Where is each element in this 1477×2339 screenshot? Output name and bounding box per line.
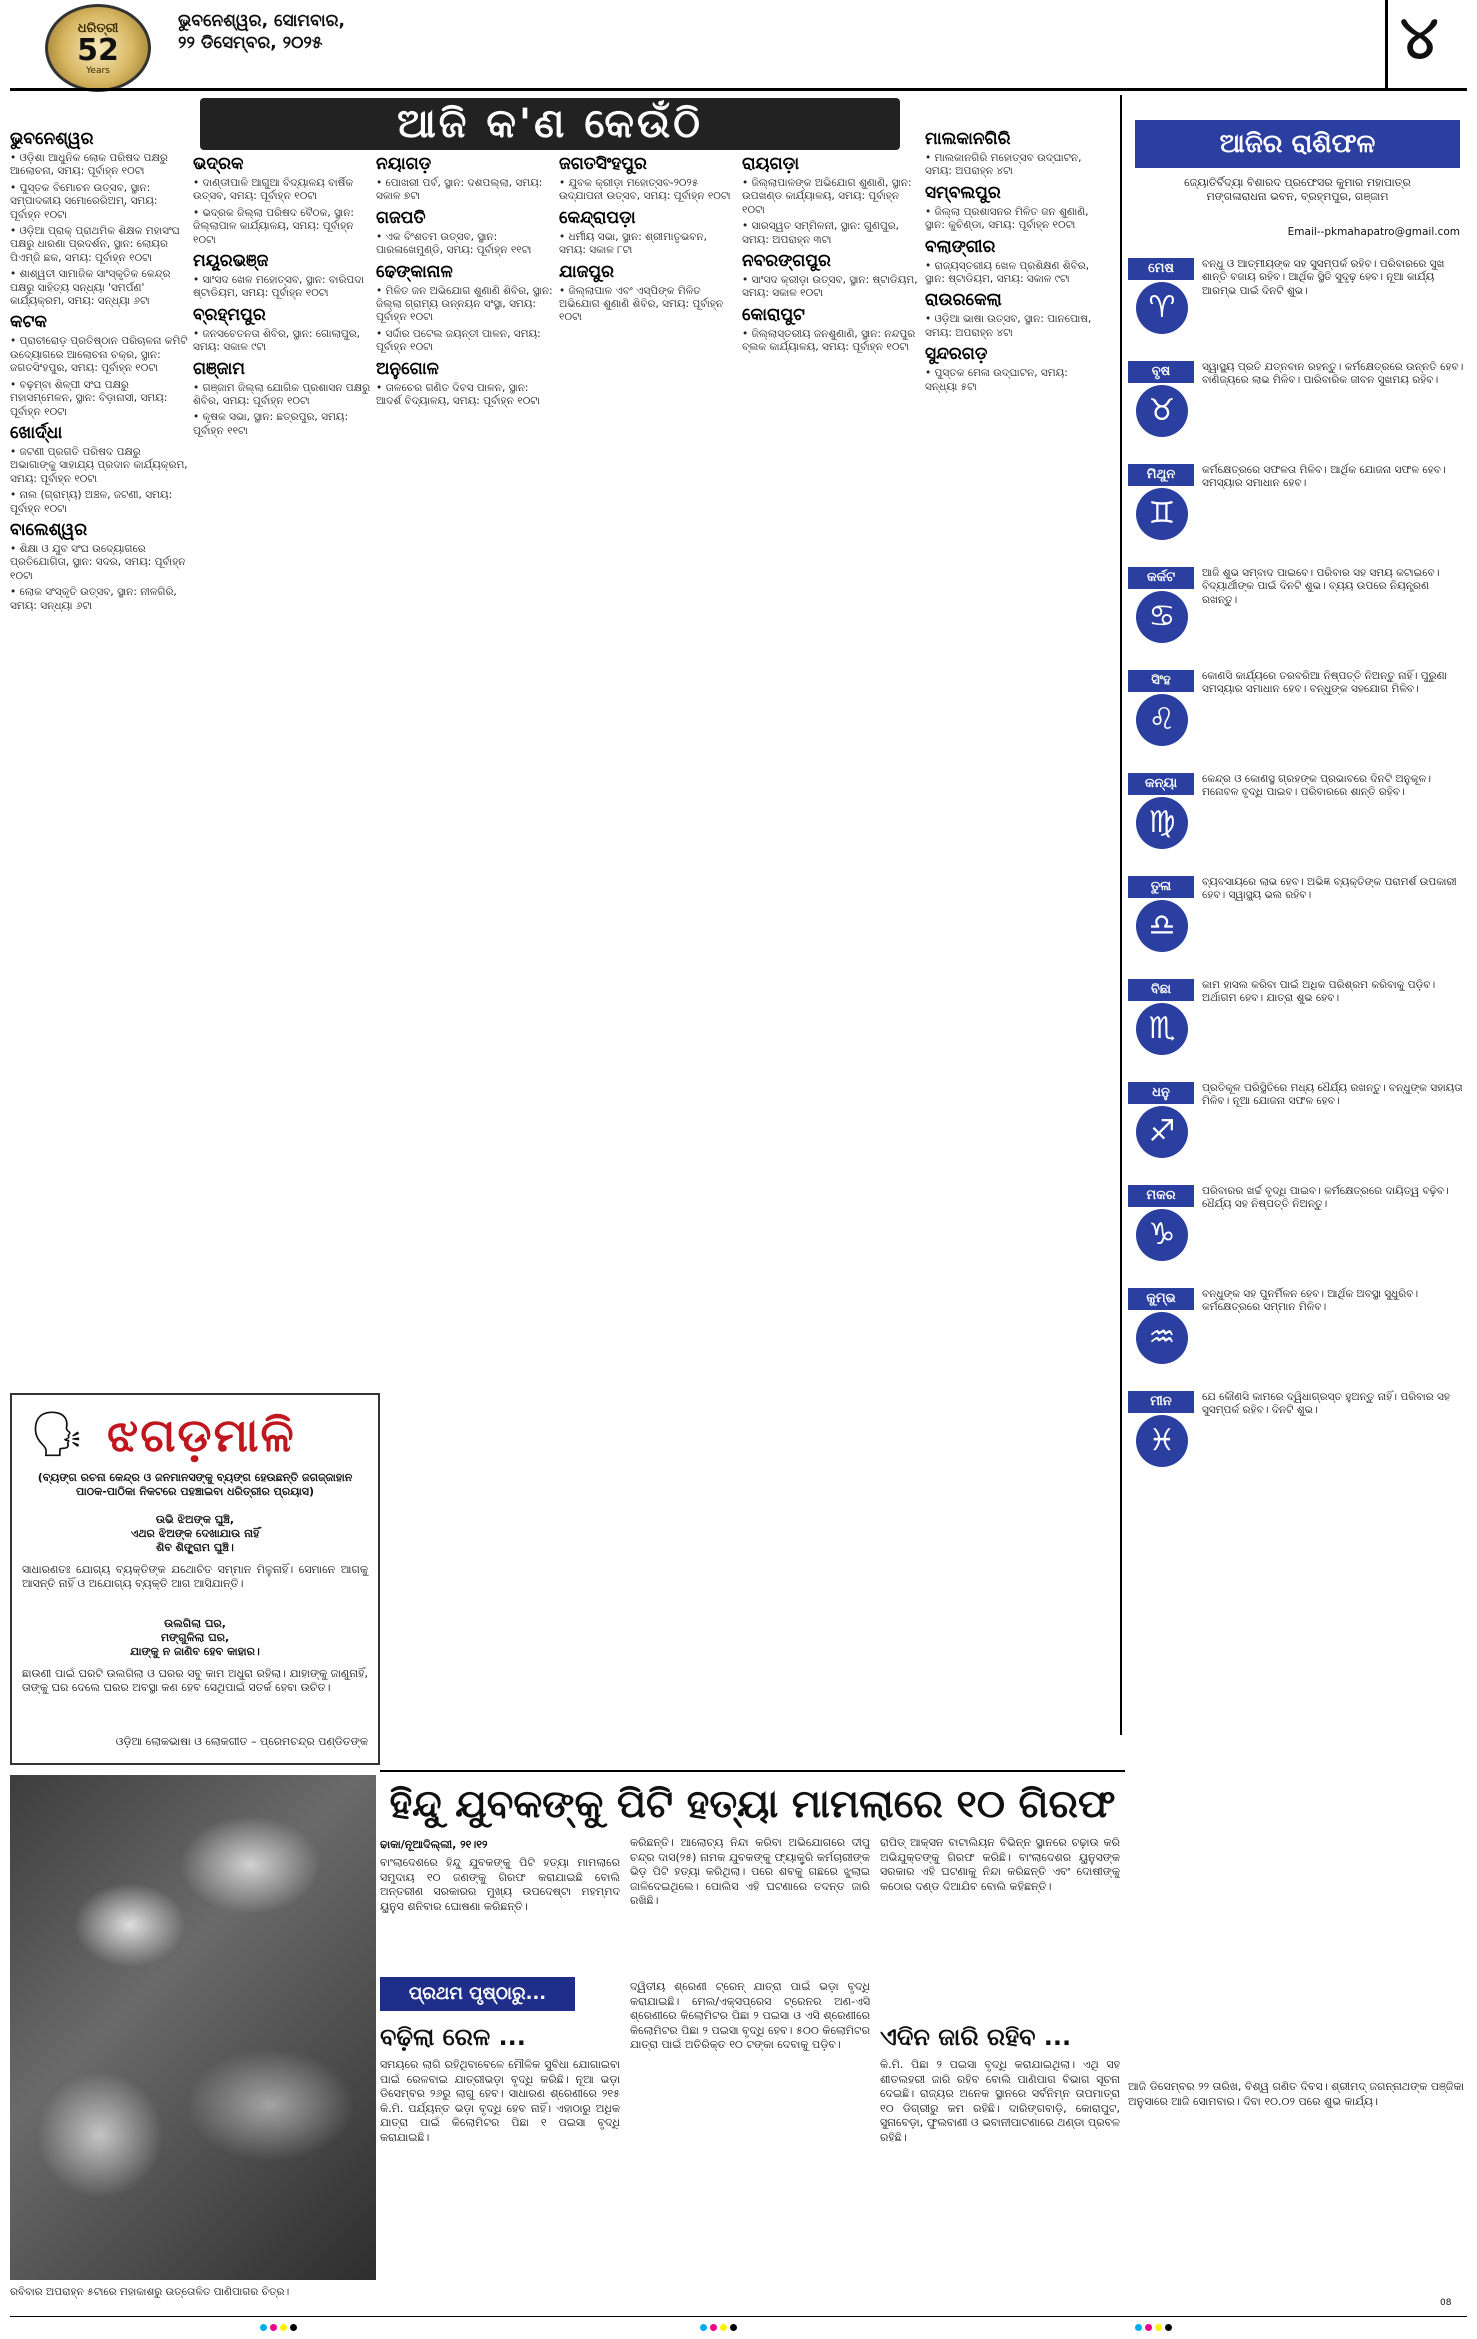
event-list xyxy=(10,152,188,308)
event-list xyxy=(376,285,554,355)
registration-mark-icon xyxy=(730,2324,737,2331)
event-item: • ଭଦ୍ରକ ଜିଲ୍ଲା ପରିଷଦ ବୈଠକ, ସ୍ଥାନ: ଜିଲ୍ଲାପାଳ କାର୍ଯ୍ୟାଳୟ, ସମୟ: ପୂର୍ବାହ୍ନ ୧୦ଟା xyxy=(193,207,371,247)
page-number: ୪ xyxy=(1400,3,1439,73)
event-list xyxy=(742,274,920,301)
event-list xyxy=(193,177,371,247)
zodiac-sign-name: ମୀନ xyxy=(1128,1391,1194,1413)
event-list xyxy=(10,543,188,613)
zodiac-symbol-icon: ♊ xyxy=(1136,488,1188,540)
district-heading: ବ୍ରହ୍ମପୁର xyxy=(193,304,266,325)
logo-number: 52 xyxy=(77,32,119,68)
event-list xyxy=(742,177,920,247)
event-item: • ଜନସଚେତନତା ଶିବିର, ସ୍ଥାନ: ଗୋଲାପୁର, ସମୟ: ସକାଳ ୯ଟା xyxy=(193,328,371,355)
registration-mark-icon xyxy=(290,2324,297,2331)
district-heading: ଭୁବନେଶ୍ୱର xyxy=(10,129,94,149)
zodiac-prediction: ପ୍ରତିକୂଳ ପରିସ୍ଥିତିରେ ମଧ୍ୟ ଧୈର୍ଯ୍ୟ ରଖନ୍ତୁ। ବନ୍ଧୁଙ୍କ ସହାୟତା ମିଳିବ। ନୂଆ ଯୋଜନା ସଫଳ ହେବ। xyxy=(1202,1082,1463,1108)
event-item: • ଓଡ଼ିଶା ଆଧୁନିକ ଲୋକ ପରିଷଦ ପକ୍ଷରୁ ଆଲୋଚନା, ସମୟ: ପୂର୍ବାହ୍ନ ୧୦ଟା xyxy=(10,152,188,179)
event-list xyxy=(10,446,188,516)
events-column-5 xyxy=(742,150,920,1390)
zodiac-symbol-icon: ♉ xyxy=(1136,385,1188,437)
continued-story-text: ସମୟରେ ଲାଗି ରହିଥିବାବେଳେ ମୌଳିକ ସୁବିଧା ଯୋଗାଇବା ପାଇଁ ରେଳବାଇ ଯାତ୍ରୀଭଡ଼ା ବୃଦ୍ଧି କରିଛି। ନୂଆ ଭଡ଼ା ଡିସେମ୍ବର ୨୬ରୁ ଲାଗୁ ହେବ। ସାଧାରଣ ଶ୍ରେଣୀରେ ୨୧୫ କି.ମି. ପର୍ଯ୍ୟନ୍ତ ଭଡ଼ା ବୃଦ୍ଧି ହେବ ନାହିଁ। ଏହାଠାରୁ ଅଧିକ ଯାତ୍ରା ପାଇଁ କିଲୋମିଟର ପିଛା ୧ ପଇସା ବୃଦ୍ଧି କରାଯାଇଛି। xyxy=(380,2058,620,2144)
zodiac-prediction: କୋଣସି କାର୍ଯ୍ୟରେ ତରବରିଆ ନିଷ୍ପତ୍ତି ନିଅନ୍ତୁ ନାହିଁ। ପୁରୁଣା ସମସ୍ୟାର ସମାଧାନ ହେବ। ବନ୍ଧୁଙ୍କ ସହଯୋଗ ମିଳିବ। xyxy=(1202,670,1447,696)
district-heading: ଯାଜପୁର xyxy=(559,261,614,282)
rashi-divider xyxy=(1120,95,1122,1735)
zodiac-sign-block xyxy=(1128,258,1468,355)
zodiac-sign-block xyxy=(1128,361,1468,458)
news-headline: ହିନ୍ଦୁ ଯୁବକଙ୍କୁ ପିଟି ହତ୍ୟା ମାମଲାରେ ୧୦ ଗିରଫ xyxy=(389,1782,1116,1827)
district-heading: କେନ୍ଦ୍ରାପଡ଼ା xyxy=(559,207,636,228)
zodiac-prediction: ବନ୍ଧୁ ଓ ଆତ୍ମୀୟଙ୍କ ସହ ସୁସମ୍ପର୍କ ରହିବ। ପରିବାରରେ ସୁଖ ଶାନ୍ତି ବଜାୟ ରହିବ। ଆର୍ଥିକ ସ୍ଥିତି ସୁଦୃଢ଼ ହେବ। ନୂଆ କାର୍ଯ୍ୟ ଆରମ୍ଭ ପାଇଁ ଦିନଟି ଶୁଭ। xyxy=(1202,258,1445,297)
district-heading: ଗଞ୍ଜାମ xyxy=(193,358,246,379)
cartoon-faces-icon: 🗣 xyxy=(29,1409,85,1460)
zodiac-symbol-icon: ♓ xyxy=(1136,1415,1188,1467)
zodiac-symbol-icon: ♐ xyxy=(1136,1106,1188,1158)
zodiac-symbol-icon: ♒ xyxy=(1136,1312,1188,1364)
district-heading: କୋରାପୁଟ xyxy=(742,304,805,325)
event-item: • ଶାଶ୍ୱତୀ ସାମାଜିକ ସାଂସ୍କୃତିକ କେନ୍ଦ୍ର ପକ୍ଷରୁ ସାହିତ୍ୟ ସନ୍ଧ୍ୟା 'ସମର୍ପଣ' କାର୍ଯ୍ୟକ୍ରମ, ସମୟ: ସନ୍ଧ୍ୟା ୬ଟା xyxy=(10,268,188,308)
event-item: • ତାଳଚେର ଗଣିତ ଦିବସ ପାଳନ, ସ୍ଥାନ: ଆଦର୍ଶ ବିଦ୍ୟାଳୟ, ସମୟ: ପୂର୍ବାହ୍ନ ୧୦ଟା xyxy=(376,382,554,409)
event-item: • ଜିଲ୍ଲାସ୍ତରୀୟ ଜନଶୁଣାଣି, ସ୍ଥାନ: ନନ୍ଦପୁର ବ୍ଲକ କାର୍ଯ୍ୟାଳୟ, ସମୟ: ପୂର୍ବାହ୍ନ ୧୦ଟା xyxy=(742,328,920,355)
zodiac-symbol-icon: ♏ xyxy=(1136,1003,1188,1055)
event-list xyxy=(10,335,188,418)
news-column-3: ରାପିଡ୍ ଆକ୍ସନ ବାଟାଲିୟନ ବିଭିନ୍ନ ସ୍ଥାନରେ ଚଢ଼ାଉ କରି ଅଭିଯୁକ୍ତଙ୍କୁ ଗିରଫ କରିଛି। ବାଂଲାଦେଶର ୟୁନୁସଙ୍କ ସରକାର ଏହି ଘଟଣାକୁ ନିନ୍ଦା କରିଛନ୍ତି ଏବଂ ଦୋଷୀଙ୍କୁ କଠୋର ଦଣ୍ଡ ଦିଆଯିବ ବୋଲି କହିଛନ୍ତି। xyxy=(880,1836,1120,1893)
jhagadamali-verse: ଉଲଗିଲା ଘର, ମଙ୍ଗୁଳିଲା ଘର, ଯାଙ୍କୁ ନ ଜାଣିବ ହେବ କାହାର। xyxy=(130,1617,260,1658)
district-heading: ରାୟଗଡ଼ା xyxy=(742,154,800,174)
event-item: • ପୁସ୍ତକ ବିମୋଚନ ଉତ୍ସବ, ସ୍ଥାନ: ସମ୍ପାଦକୀୟ ସମୋରେରିଅମ୍, ସମୟ: ପୂର୍ବାହ୍ନ ୧୦ଟା xyxy=(10,182,188,222)
zodiac-sign-name: କର୍କଟ xyxy=(1128,567,1194,589)
event-list xyxy=(559,231,737,258)
registration-mark-icon xyxy=(1145,2324,1152,2331)
jhagadamali-paragraph: ଛାଉଣୀ ପାଇଁ ଘରଟି ଉଲଗିଲା ଓ ଘରର ସବୁ କାମ ଅଧୁରା ରହିଲା। ଯାହାଙ୍କୁ ଜାଣୁନାହିଁ, ତାଙ୍କୁ ଘର ଦେଲେ ଘରର ଅବସ୍ଥା କଣ ହେବ ସେଥିପାଇଁ ସତର୍କ ହେବା ଉଚିତ। xyxy=(22,1667,368,1694)
zodiac-sign-name: ବିଛା xyxy=(1128,979,1194,1001)
event-item: • କୃଷକ ସଭା, ସ୍ଥାନ: ଛତ୍ରପୁର, ସମୟ: ପୂର୍ବାହ୍ନ ୧୧ଟା xyxy=(193,411,371,438)
news-top-rule xyxy=(380,1770,1125,1772)
zodiac-sign-block xyxy=(1128,464,1468,561)
event-list xyxy=(559,285,737,325)
news-dateline: ଢାକା/ନୂଆଦିଲ୍ଲୀ, ୨୧।୧୨ xyxy=(380,1838,488,1851)
event-item: • ଗଞ୍ଜାମ ଜିଲ୍ଲା ଯୋଗିକ ପ୍ରଶାସନ ପକ୍ଷରୁ ଶିବିର, ସମୟ: ପୂର୍ବାହ୍ନ ୧୦ଟା xyxy=(193,382,371,409)
event-item: • ପୁସ୍ତକ ମେଳା ଉଦ୍‌ଘାଟନ, ସମୟ: ସନ୍ଧ୍ୟା ୫ଟା xyxy=(925,367,1103,394)
event-item: • ରାଜ୍ୟସ୍ତରୀୟ ଖେଳ ପ୍ରଶିକ୍ଷଣ ଶିବିର, ସ୍ଥାନ: ଷ୍ଟାଡିୟମ, ସମୟ: ସକାଳ ୯ଟା xyxy=(925,260,1103,287)
district-heading: ଢେଙ୍କାନାଳ xyxy=(376,261,453,282)
zodiac-sign-block xyxy=(1128,1185,1468,1282)
zodiac-prediction: ବ୍ୟବସାୟରେ ଲାଭ ହେବ। ଅଭିଜ୍ଞ ବ୍ୟକ୍ତିଙ୍କ ପରାମର୍ଶ ଉପକାରୀ ହେବ। ସ୍ୱାସ୍ଥ୍ୟ ଭଲ ରହିବ। xyxy=(1202,876,1457,902)
event-item: • ନାଲ (ଗ୍ରାମ୍ୟ) ଅଞ୍ଚଳ, ଜଟଣୀ, ସମୟ: ପୂର୍ବାହ୍ନ ୧୦ଟା xyxy=(10,489,188,516)
district-heading: ବାଲେଶ୍ୱର xyxy=(10,519,88,540)
zodiac-symbol-icon: ♑ xyxy=(1136,1209,1188,1261)
zodiac-sign-name: ମିଥୁନ xyxy=(1128,464,1194,486)
zodiac-sign-name: ବୃଷ xyxy=(1128,361,1194,383)
event-list xyxy=(925,152,1103,179)
footer-rule xyxy=(10,2316,1467,2317)
zodiac-prediction: ପରିବାରର ଖର୍ଚ୍ଚ ବୃଦ୍ଧି ପାଇବ। କର୍ମକ୍ଷେତ୍ରରେ ଦାୟିତ୍ୱ ବଢ଼ିବ। ଧୈର୍ଯ୍ୟ ସହ ନିଷ୍ପତ୍ତି ନିଅନ୍ତୁ। xyxy=(1202,1185,1449,1211)
continued-story-heading: ଏଦିନ ଜାରି ରହିବ ... xyxy=(880,2023,1072,2051)
zodiac-sign-block xyxy=(1128,876,1468,973)
news-column-2: କରିଛନ୍ତି। ଆଲୋଚ୍ୟ ନିନ୍ଦା କରିବା ଅଭିଯୋଗରେ ଦୀପୁ ଚନ୍ଦ୍ର ଦାସ(୨୫) ନାମକ ଯୁବକଙ୍କୁ ଫ୍ୟାକ୍ଟ୍ରି କର୍ମଚାରୀଙ୍କ ଭିଡ଼ ପିଟି ହତ୍ୟା କରିଥିଲା। ପରେ ଶବକୁ ଗଛରେ ଝୁଲାଇ ଜାଳିଦେଇଥିଲେ। ପୋଲିସ ଏହି ଘଟଣାରେ ତଦନ୍ତ ଜାରି ରଖିଛି। xyxy=(630,1836,870,1908)
event-item: • ମାଲକାନଗିରି ମହୋତ୍ସବ ଉଦ୍‌ଘାଟନ, ସମୟ: ଅପରାହ୍ନ ୪ଟା xyxy=(925,152,1103,179)
zodiac-sign-block xyxy=(1128,670,1468,767)
event-list xyxy=(376,382,554,409)
rashiphala-title: ଆଜିର ରାଶିଫଳ xyxy=(1135,120,1460,168)
logo-years: Years xyxy=(86,65,110,76)
zodiac-prediction: ବନ୍ଧୁଙ୍କ ସହ ପୁନର୍ମିଳନ ହେବ। ଆର୍ଥିକ ଅବସ୍ଥା ସୁଧୁରିବ। କର୍ମକ୍ଷେତ୍ରରେ ସମ୍ମାନ ମିଳିବ। xyxy=(1202,1288,1419,1314)
logo-name: ଧରିତ୍ରୀ xyxy=(77,20,119,36)
event-list xyxy=(925,367,1103,394)
registration-mark-icon xyxy=(1165,2324,1172,2331)
zodiac-sign-block xyxy=(1128,567,1468,664)
district-heading: ବଲାଙ୍ଗୀର xyxy=(925,236,996,257)
zodiac-sign-name: ମକର xyxy=(1128,1185,1194,1207)
event-list xyxy=(193,274,371,301)
masthead-rule xyxy=(10,88,1467,91)
registration-mark-icon xyxy=(280,2324,287,2331)
zodiac-prediction: କାମ ହାସଲ କରିବା ପାଇଁ ଅଧିକ ପରିଶ୍ରମ କରିବାକୁ ପଡ଼ିବ। ଅର୍ଥାଗମ ହେବ। ଯାତ୍ରା ଶୁଭ ହେବ। xyxy=(1202,979,1436,1005)
event-list xyxy=(193,328,371,355)
events-column-1 xyxy=(10,125,188,1390)
event-list xyxy=(925,313,1103,340)
jhagadamali-title: ଝଗଡ଼ମାଳି xyxy=(107,1408,296,1462)
section-title: ଆଜି କ'ଣ କେଉଁଠି xyxy=(200,98,900,150)
zodiac-sign-name: କୁମ୍ଭ xyxy=(1128,1288,1194,1310)
district-heading: ଖୋର୍ଦ୍ଧା xyxy=(10,422,63,443)
district-heading: ଜଗତସିଂହପୁର xyxy=(559,154,647,174)
zodiac-prediction: ଯେ କୌଣସି କାମରେ ଦ୍ୱିଧାଗ୍ରସ୍ତ ହୁଅନ୍ତୁ ନାହିଁ। ପରିବାର ସହ ସୁସମ୍ପର୍କ ରହିବ। ଦିନଟି ଶୁଭ। xyxy=(1202,1391,1450,1417)
event-item: • ଜିଲ୍ଲାପାଳ ଏବଂ ଏସ୍‌ପିଙ୍କ ମିଳିତ ଅଭିଯୋଗ ଶୁଣାଣି ଶିବିର, ସମୟ: ପୂର୍ବାହ୍ନ ୧୦ଟା xyxy=(559,285,737,325)
zodiac-prediction: ସ୍ୱାସ୍ଥ୍ୟ ପ୍ରତି ଯତ୍ନବାନ ରହନ୍ତୁ। କର୍ମକ୍ଷେତ୍ରରେ ଉନ୍ନତି ହେବ। ବାଣିଜ୍ୟରେ ଲାଭ ମିଳିବ। ପାରିବାରିକ ଜୀବନ ସୁଖମୟ ରହିବ। xyxy=(1202,361,1464,387)
jhagadamali-verse: ଉଭି ଝିଅଙ୍କ ଘୁଞ୍ଚି, ଏଥର ଝିଅଙ୍କ ଦେଖାଯାଉ ନାହିଁ ଶିବ ଶିଙ୍ଗ୍ରାମ ଘୁଞ୍ଚି। xyxy=(130,1513,260,1554)
zodiac-symbol-icon: ♈ xyxy=(1136,282,1188,334)
event-item: • ସାଂସଦ ଖେଳ ମହୋତ୍ସବ, ସ୍ଥାନ: ବାରିପଦା ଷ୍ଟାଡିୟମ, ସମୟ: ପୂର୍ବାହ୍ନ ୧୦ଟା xyxy=(193,274,371,301)
continued-story-text: କି.ମି. ପିଛା ୨ ପଇସା ବୃଦ୍ଧି କରାଯାଇଥିଲା। ଏଥି ସହ ଶୀତଲହରୀ ଜାରି ରହିବ ବୋଲି ପାଣିପାଗ ବିଭାଗ ସୂଚନା ଦେଇଛି। ରାଜ୍ୟର ଅନେକ ସ୍ଥାନରେ ସର୍ବନିମ୍ନ ତାପମାତ୍ରା ୧୦ ଡିଗ୍ରୀରୁ କମ ରହିଛି। ଦାରିଙ୍ଗବାଡ଼ି, କୋରାପୁଟ, ସୁନାବେଡ଼ା, ଫୁଲବାଣୀ ଓ ଭବାନୀପାଟଣାରେ ଥଣ୍ଡା ପ୍ରବଳ ରହିଛି। xyxy=(880,2058,1120,2144)
zodiac-sign-name: ସିଂହ xyxy=(1128,670,1194,692)
zodiac-symbol-icon: ♍ xyxy=(1136,797,1188,849)
event-item: • ଜଟଣୀ ପ୍ରଗତି ପରିଷଦ ପକ୍ଷରୁ ଅଭାଗାଙ୍କୁ ସାହାଯ୍ୟ ପ୍ରଦାନ କାର୍ଯ୍ୟକ୍ରମ, ସମୟ: ପୂର୍ବାହ୍ନ ୧୦ଟା xyxy=(10,446,188,486)
events-column-2 xyxy=(193,150,371,1390)
event-item: • ପ୍ରାଚୀରୋଡ଼ ପ୍ରତିଷ୍ଠାନ ପରିଚାଳନା କମିଟି ଉଦ୍ୟୋଗରେ ଆଲୋଚନା ଚକ୍ର, ସ୍ଥାନ: ଜଗତସିଂହପୁର, ସମୟ: ପୂର୍ବାହ୍ନ ୧୦ଟା xyxy=(10,335,188,375)
events-column-6 xyxy=(925,125,1103,1390)
news-column-1: ବାଂଲାଦେଶରେ ହିନ୍ଦୁ ଯୁବକଙ୍କୁ ପିଟି ହତ୍ୟା ମାମଲାରେ ସମୁଦାୟ ୧୦ ଜଣଙ୍କୁ ଗିରଫ କରାଯାଇଛି ବୋଲି ଅନ୍ତରୀଣ ସରକାରର ମୁଖ୍ୟ ଉପଦେଷ୍ଟା ମହମ୍ମଦ ୟୁନୁସ ଶନିବାର ଘୋଷଣା କରିଛନ୍ତି। xyxy=(380,1856,620,1913)
registration-mark-icon xyxy=(1155,2324,1162,2331)
event-item: • ଧର୍ମୀୟ ସଭା, ସ୍ଥାନ: ଶ୍ରୀମାତୃଭବନ, ସମୟ: ସକାଳ ୮ଟା xyxy=(559,231,737,258)
registration-mark-icon xyxy=(710,2324,717,2331)
registration-mark-icon xyxy=(700,2324,707,2331)
dateline: ଭୁବନେଶ୍ୱର, ସୋମବାର, ୨୨ ଡିସେମ୍ବର, ୨୦୨୫ xyxy=(178,11,345,53)
district-heading: କଟକ xyxy=(10,312,47,333)
event-item: • ଯୁବକ କ୍ରୀଡ଼ା ମହୋତ୍ସବ-୨୦୨୫ ଉଦ୍‌ଯାପନୀ ଉତ୍ସବ, ସମୟ: ପୂର୍ବାହ୍ନ ୧୦ଟା xyxy=(559,177,737,204)
event-item: • ଓଡ଼ିଆ ପ୍ରାକ୍ ପ୍ରାଥମିକ ଶିକ୍ଷକ ମହାସଂଘ ପକ୍ଷରୁ ଧାରଣା ପ୍ରଦର୍ଶନ, ସ୍ଥାନ: ଲୋୟର ପିଏମ୍‌ଜି ଛକ, ସମୟ: ପୂର୍ବାହ୍ନ ୧୦ଟା xyxy=(10,225,188,265)
jhagadamali-box xyxy=(10,1393,380,1765)
event-list xyxy=(925,206,1103,233)
district-heading: ନୟାଗଡ଼ xyxy=(376,154,432,174)
district-heading: ସମ୍ବଲପୁର xyxy=(925,182,1001,203)
page-code: 08 xyxy=(1440,2298,1452,2308)
event-item: • ଦାଣ୍ଡୀପାଳି ଆଗୁଆ ବିଦ୍ୟାଳୟ ବାର୍ଷିକ ଉତ୍ସବ, ସମୟ: ପୂର୍ବାହ୍ନ ୧୦ଟା xyxy=(193,177,371,204)
district-heading: ଅନୁଗୋଳ xyxy=(376,358,439,379)
pratham-prustharu-label: ପ୍ରଥମ ପୃଷ୍ଠାରୁ... xyxy=(380,1977,575,2011)
event-list xyxy=(193,382,371,439)
district-heading: ସୁନ୍ଦରଗଡ଼ xyxy=(925,344,988,365)
event-list xyxy=(376,231,554,258)
zodiac-prediction: କେନ୍ଦ୍ର ଓ କୋଣସ୍ଥ ଗ୍ରହଙ୍କ ପ୍ରଭାବରେ ଦିନଟି ଅନୁକୂଳ। ମନୋବଳ ବୃଦ୍ଧି ପାଇବ। ପରିବାରରେ ଶାନ୍ତି ରହିବ। xyxy=(1202,773,1431,799)
event-item: • ଲୋକ ସଂସ୍କୃତି ଉତ୍ସବ, ସ୍ଥାନ: ନୀଳଗିରି, ସମୟ: ସନ୍ଧ୍ୟା ୬ଟା xyxy=(10,586,188,613)
zodiac-symbol-icon: ♌ xyxy=(1136,694,1188,746)
zodiac-prediction: ଆଜି ଶୁଭ ସମ୍ବାଦ ପାଇବେ। ପରିବାର ସହ ସମୟ କଟାଇବେ। ବିଦ୍ୟାର୍ଥୀଙ୍କ ପାଇଁ ଦିନଟି ଶୁଭ। ବ୍ୟୟ ଉପରେ ନିୟନ୍ତ୍ରଣ ରଖନ୍ତୁ। xyxy=(1202,567,1440,606)
district-heading: ମାଲକାନଗିରି xyxy=(925,129,1011,149)
registration-mark-icon xyxy=(270,2324,277,2331)
zodiac-sign-block xyxy=(1128,773,1468,870)
zodiac-sign-block xyxy=(1128,1391,1468,1488)
event-item: • ଜିଲ୍ଲାପାଳଙ୍କ ଅଭିଯୋଗ ଶୁଣାଣି, ସ୍ଥାନ: ଉପଖଣ୍ଡ କାର୍ଯ୍ୟାଳୟ, ସମୟ: ପୂର୍ବାହ୍ନ ୧୦ଟା xyxy=(742,177,920,217)
continued-story-heading: ବଢ଼ିଲା ରେଳ ... xyxy=(380,2023,526,2051)
newspaper-anniversary-logo xyxy=(45,4,151,92)
satellite-caption: ରବିବାର ଅପରାହ୍ନ ୫ଟାରେ ମହାକାଶରୁ ଉତ୍ତୋଳିତ ପାଣିପାଗର ଚିତ୍ର। xyxy=(10,2286,290,2298)
registration-mark-icon xyxy=(1135,2324,1142,2331)
district-heading: ମୟୂରଭଞ୍ଜ xyxy=(193,251,269,272)
continued-story-text: ଦ୍ୱିତୀୟ ଶ୍ରେଣୀ ଟ୍ରେନ୍ ଯାତ୍ରା ପାଇଁ ଭଡ଼ା ବୃଦ୍ଧି କରାଯାଇଛି। ମେଲ/ଏକ୍ସପ୍ରେସ ଟ୍ରେନର ଅଣ-ଏସି ଶ୍ରେଣୀରେ କିଲୋମିଟର ପିଛା ୨ ପଇସା ଓ ଏସି ଶ୍ରେଣୀରେ କିଲୋମିଟର ପିଛା ୨ ପଇସା ବୃଦ୍ଧି ହେବ। ୫୦୦ କିଲୋମିଟର ଯାତ୍ରା ପାଇଁ ଅତିରିକ୍ତ ୧୦ ଟଙ୍କା ଦେବାକୁ ପଡ଼ିବ। xyxy=(630,1980,870,2052)
zodiac-symbol-icon: ♋ xyxy=(1136,591,1188,643)
jhagadamali-paragraph: ସାଧାରଣତଃ ଯୋଗ୍ୟ ବ୍ୟକ୍ତିଙ୍କ ଯଥୋଚିତ ସମ୍ମାନ ମିଳୁନାହିଁ। ସେମାନେ ଆଗକୁ ଆସନ୍ତି ନାହିଁ ଓ ଅଯୋଗ୍ୟ ବ୍ୟକ୍ତି ଆଗ ଆସିଯାନ୍ତି। xyxy=(22,1563,368,1590)
events-column-3 xyxy=(376,150,554,1390)
zodiac-prediction: କର୍ମକ୍ଷେତ୍ରରେ ସଫଳତା ମିଳିବ। ଆର୍ଥିକ ଯୋଜନା ସଫଳ ହେବ। ସମସ୍ୟାର ସମାଧାନ ହେବ। xyxy=(1202,464,1446,490)
zodiac-sign-name: ମେଷ xyxy=(1128,258,1194,280)
zodiac-sign-name: କନ୍ୟା xyxy=(1128,773,1194,795)
event-item: • ଜିଲ୍ଲା ପ୍ରଶାସନର ମିଳିତ ଜନ ଶୁଣାଣି, ସ୍ଥାନ: କୁଚିଣ୍ଡା, ସମୟ: ପୂର୍ବାହ୍ନ ୧୦ଟା xyxy=(925,206,1103,233)
jhagadamali-subtitle: (ବ୍ୟଙ୍ଗ ରଚନା କେନ୍ଦ୍ର ଓ ଜନମାନସଙ୍କୁ ବ୍ୟଙ୍ଗ ହେଉଛନ୍ତି ଜଗଜ୍ଜାହାନ ପାଠକ-ପାଠିକା ନିକଟରେ ପହଞ୍ଚାଇବା ଧରିତ୍ରୀର ପ୍ରୟାସ) xyxy=(37,1471,353,1498)
event-item: • ସାରସ୍ୱତ ସମ୍ମିଳନୀ, ସ୍ଥାନ: ଗୁଣପୁର, ସମୟ: ଅପରାହ୍ନ ୩ଟା xyxy=(742,220,920,247)
zodiac-sign-block xyxy=(1128,1082,1468,1179)
event-item: • ସର୍ଦ୍ଦାର ପଟେଲ ଜୟନ୍ତୀ ପାଳନ, ସମୟ: ପୂର୍ବାହ୍ନ ୧୦ଟା xyxy=(376,328,554,355)
almanac-text: ଆଜି ଡିସେମ୍ବର ୨୨ ତାରିଖ, ବିଶ୍ୱ ଗଣିତ ଦିବସ। ଶ୍ରୀମଦ୍ ଜଗନ୍ନାଥଙ୍କ ପଞ୍ଜିକା ଅନୁସାରେ ଆଜି ସୋମବାର। ଦିବା ୧୦.୦୨ ପରେ ଶୁଭ କାର୍ଯ୍ୟ। xyxy=(1128,2080,1465,2108)
event-item: • ଓଡ଼ିଆ ଭାଷା ଉତ୍ସବ, ସ୍ଥାନ: ପାନପୋଷ, ସମୟ: ଅପରାହ୍ନ ୪ଟା xyxy=(925,313,1103,340)
district-heading: ରାଉରକେଲା xyxy=(925,290,1002,311)
rashiphala-author: ଜ୍ୟୋତିର୍ବିଦ୍ୟା ବିଶାରଦ ପ୍ରଫେସର କୁମାର ମହାପାତ୍ର ମଙ୍ଗଳାରାଧନା ଭବନ, ବ୍ରହ୍ମପୁର, ଗଞ୍ଜାମ xyxy=(1184,176,1411,203)
registration-mark-icon xyxy=(720,2324,727,2331)
district-heading: ଭଦ୍ରକ xyxy=(193,154,244,174)
zodiac-sign-block xyxy=(1128,979,1468,1076)
satellite-weather-image xyxy=(10,1775,376,2280)
district-heading: ଗଜପତି xyxy=(376,207,426,228)
event-item: • ଶିକ୍ଷା ଓ ଯୁବ ସଂଘ ଉଦ୍ୟୋଗରେ ପ୍ରତିଯୋଗିତା, ସ୍ଥାନ: ସଦର, ସମୟ: ପୂର୍ବାହ୍ନ ୧୦ଟା xyxy=(10,543,188,583)
event-list xyxy=(376,177,554,204)
event-list xyxy=(742,328,920,355)
zodiac-sign-block xyxy=(1128,1288,1468,1385)
event-list xyxy=(925,260,1103,287)
event-item: • ସାଂସଦ କ୍ରୀଡ଼ା ଉତ୍ସବ, ସ୍ଥାନ: ଷ୍ଟାଡିୟମ, ସମୟ: ସକାଳ ୧୦ଟା xyxy=(742,274,920,301)
registration-mark-icon xyxy=(260,2324,267,2331)
page-number-divider xyxy=(1385,0,1388,88)
event-list xyxy=(559,177,737,204)
zodiac-sign-name: ତୁଳା xyxy=(1128,876,1194,898)
jhagadamali-credit: ଓଡ଼ିଆ ଲୋକଭାଷା ଓ ଲୋକଗୀତ – ପ୍ରେମଚନ୍ଦ୍ର ପଣ୍ଡିତଙ୍କ xyxy=(115,1735,368,1748)
event-item: • ମିଳିତ ଜନ ଅଭିଯୋଗ ଶୁଣାଣି ଶିବିର, ସ୍ଥାନ: ଜିଲ୍ଲା ଗ୍ରାମ୍ୟ ଉନ୍ନୟନ ସଂସ୍ଥା, ସମୟ: ପୂର୍ବାହ୍ନ ୧୦ଟା xyxy=(376,285,554,325)
event-item: • ଏକ ବିଂଶତମ ଉତ୍ସବ, ସ୍ଥାନ: ପାରଳାଖେମୁଣ୍ଡି, ସମୟ: ପୂର୍ବାହ୍ନ ୧୧ଟା xyxy=(376,231,554,258)
events-column-4 xyxy=(559,150,737,1390)
rashiphala-email: Email--pkmahapatro@gmail.com xyxy=(1287,226,1460,238)
event-item: • ପୋଖରୀ ପର୍ବ, ସ୍ଥାନ: ଦଶପଲ୍ଲା, ସମୟ: ସକାଳ ୭ଟା xyxy=(376,177,554,204)
zodiac-symbol-icon: ♎ xyxy=(1136,900,1188,952)
district-heading: ନବରଙ୍ଗପୁର xyxy=(742,251,831,272)
event-item: • ବଢ଼ମ୍ବା ଶିଳ୍ପୀ ସଂଘ ପକ୍ଷରୁ ମହାସମ୍ମେଳନ, ସ୍ଥାନ: ବିଡ଼ାନାସୀ, ସମୟ: ପୂର୍ବାହ୍ନ ୧୦ଟା xyxy=(10,379,188,419)
zodiac-sign-name: ଧନୁ xyxy=(1128,1082,1194,1104)
